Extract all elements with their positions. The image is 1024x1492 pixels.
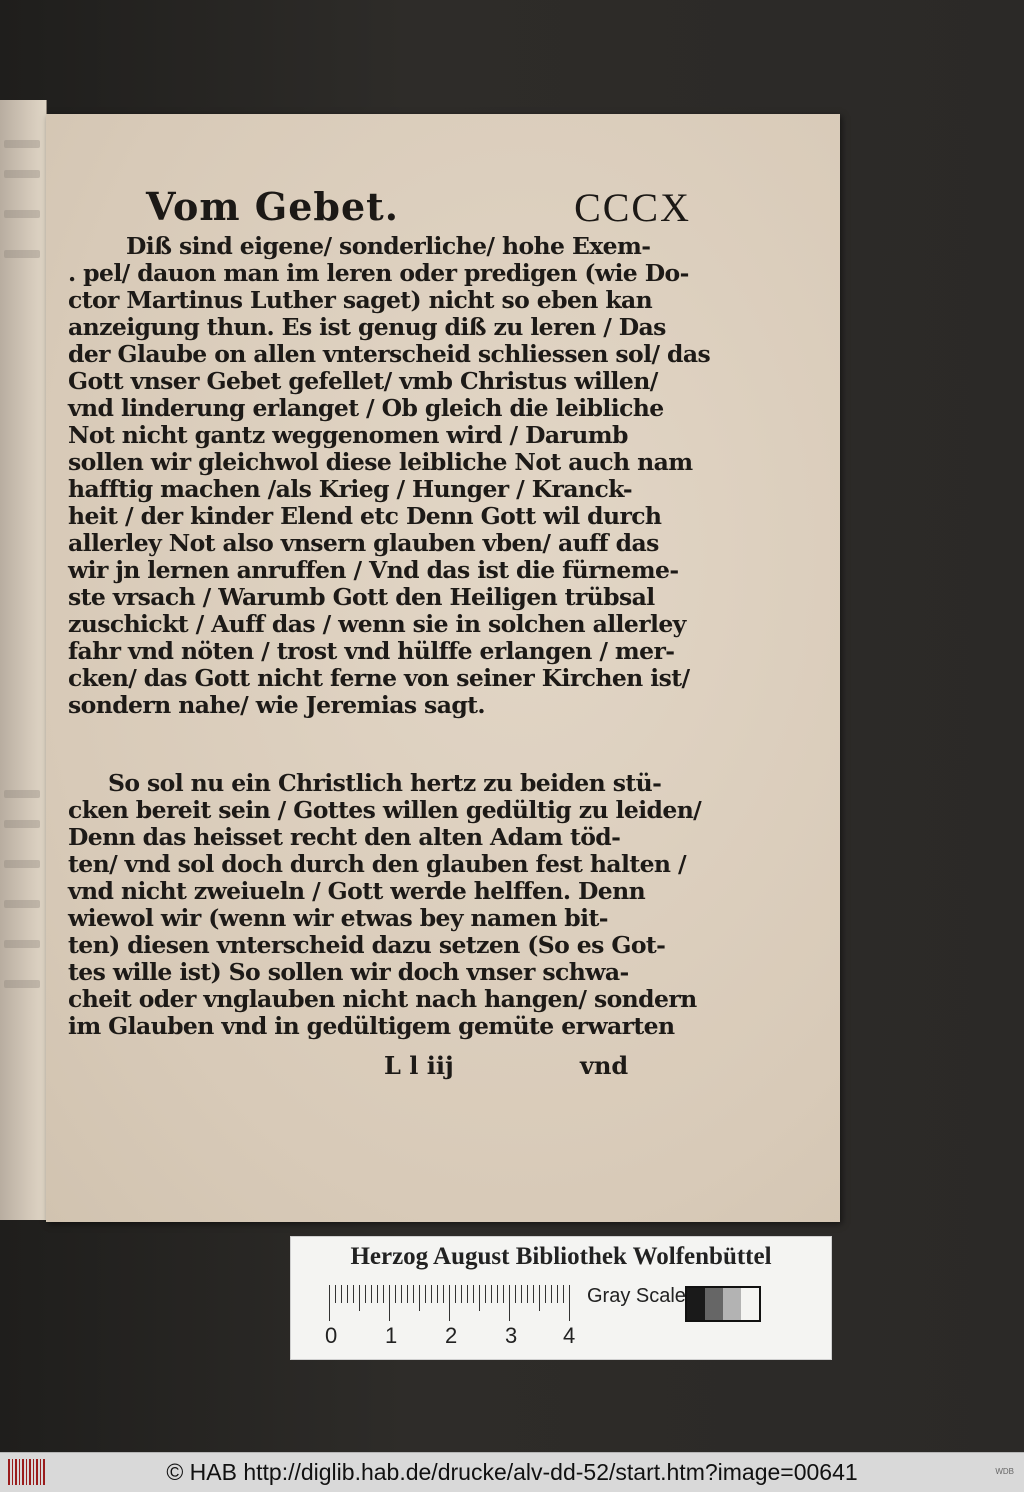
ruler-tick [485,1285,486,1303]
ruler-tick [461,1285,462,1303]
gray-patch [687,1288,705,1320]
folio-number: CCCX [574,185,691,230]
text-line: anzeigung thun. Es ist genug diß zu leren / Das [68,313,666,341]
ruler-tick [353,1285,354,1303]
ruler-tick [539,1285,540,1311]
ruler-tick [443,1285,444,1303]
ruler-tick [425,1285,426,1303]
ruler-tick [521,1285,522,1303]
ruler-tick [389,1285,390,1321]
ruler-number: 2 [445,1323,458,1348]
ruler-tick [491,1285,492,1303]
ruler-tick [563,1285,564,1303]
ruler-number: 1 [385,1323,398,1348]
text-line: . pel/ dauon man im leren oder predigen (wie Do- [68,259,689,287]
text-line: der Glaube on allen vnterscheid schliessen sol/ das [68,340,711,368]
gray-scale-bar [685,1286,761,1322]
gray-patch [741,1288,759,1320]
previous-page-edge [0,100,47,1220]
ruler-tick [515,1285,516,1303]
text-line: vnd linderung erlanget / Ob gleich die leibliche [68,394,664,422]
ruler-tick [383,1285,384,1303]
text-line: im Glauben vnd in gedültigem gemüte erwarten [68,1012,675,1040]
text-line: zuschickt / Auff das / wenn sie in solchen allerley [68,610,686,638]
color-scale-card [290,1236,832,1360]
text-line: wir jn lernen anruffen / Vnd das ist die fürneme- [68,556,679,584]
ruler-tick [419,1285,420,1311]
ruler-tick [551,1285,552,1303]
gray-patch [705,1288,723,1320]
ruler-tick [509,1285,510,1321]
text-line: tes wille ist) So sollen wir doch vnser schwa- [68,958,629,986]
ruler-tick [335,1285,336,1303]
ruler-number: 3 [505,1323,518,1348]
text-line: cken/ das Gott nicht ferne von seiner Kirchen ist/ [68,664,690,692]
text-line: Not nicht gantz weggenomen wird / Darumb [68,421,628,449]
footer-mark: WDB [995,1467,1014,1476]
ruler-tick [395,1285,396,1303]
text-line: Gott vnser Gebet gefellet/ vmb Christus willen/ [68,367,658,395]
ruler-tick [497,1285,498,1303]
ruler-tick [449,1285,450,1321]
page-header [146,184,691,236]
text-line: Diß sind eigene/ sonderliche/ hohe Exem- [126,232,651,260]
ruler-tick [467,1285,468,1303]
ruler-tick [371,1285,372,1303]
text-line: hafftig machen /als Krieg / Hunger / Kranck- [68,475,633,503]
ruler-tick [365,1285,366,1303]
ruler-tick [377,1285,378,1303]
text-line: So sol nu ein Christlich hertz zu beiden stü- [108,769,662,797]
ruler-tick [545,1285,546,1303]
library-name: Herzog August Bibliothek Wolfenbüttel [350,1243,772,1270]
book-page [46,114,840,1222]
text-line: cheit oder vnglauben nicht nach hangen/ sondern [68,985,697,1013]
ruler-tick [569,1285,570,1321]
text-line: heit / der kinder Elend etc Denn Gott wil durch [68,502,662,530]
ruler-tick [329,1285,330,1321]
ruler-tick [413,1285,414,1303]
text-line: ten) diesen vnterscheid dazu setzen (So es Got- [68,931,666,959]
signature-mark: L l iij [384,1051,454,1080]
footer-bar [0,1452,1024,1492]
text-line: cken bereit sein / Gottes willen gedültig zu leiden/ [68,796,702,824]
footer-credit[interactable]: © HAB http://diglib.hab.de/drucke/alv-dd-52/start.htm?image=00641 [166,1459,858,1485]
gray-patch [723,1288,741,1320]
ruler-tick [473,1285,474,1303]
text-line: sondern nahe/ wie Jeremias sagt. [68,691,485,719]
ruler-tick [455,1285,456,1303]
gray-scale-label: Gray Scale [587,1285,686,1307]
catchword: vnd [580,1051,629,1080]
ruler-tick [527,1285,528,1303]
ruler-number: 0 [325,1323,338,1348]
ruler-tick [503,1285,504,1303]
text-line: wiewol wir (wenn wir etwas bey namen bit- [68,904,608,932]
ruler-tick [479,1285,480,1311]
text-line: ten/ vnd sol doch durch den glauben fest halten / [68,850,686,878]
ruler-tick [533,1285,534,1303]
text-line: allerley Not also vnsern glauben vben/ auff das [68,529,659,557]
ruler-tick [437,1285,438,1303]
text-line: Denn das heisset recht den alten Adam töd- [68,823,621,851]
text-line: fahr vnd nöten / trost vnd hülffe erlangen / mer- [68,637,675,665]
ruler-number: 4 [563,1323,576,1348]
text-line: ctor Martinus Luther saget) nicht so eben kan [68,286,653,314]
text-line: ste vrsach / Warumb Gott den Heiligen trübsal [68,583,655,611]
ruler-tick [557,1285,558,1303]
ruler-tick [341,1285,342,1303]
ruler [329,1285,569,1321]
ruler-tick [407,1285,408,1303]
running-title: Vom Gebet. [146,184,399,229]
text-line: vnd nicht zweiueln / Gott werde helffen. Denn [68,877,646,905]
ruler-tick [401,1285,402,1303]
text-line: sollen wir gleichwol diese leibliche Not auch nam [68,448,693,476]
ruler-tick [359,1285,360,1311]
ruler-tick [347,1285,348,1303]
ruler-tick [431,1285,432,1303]
